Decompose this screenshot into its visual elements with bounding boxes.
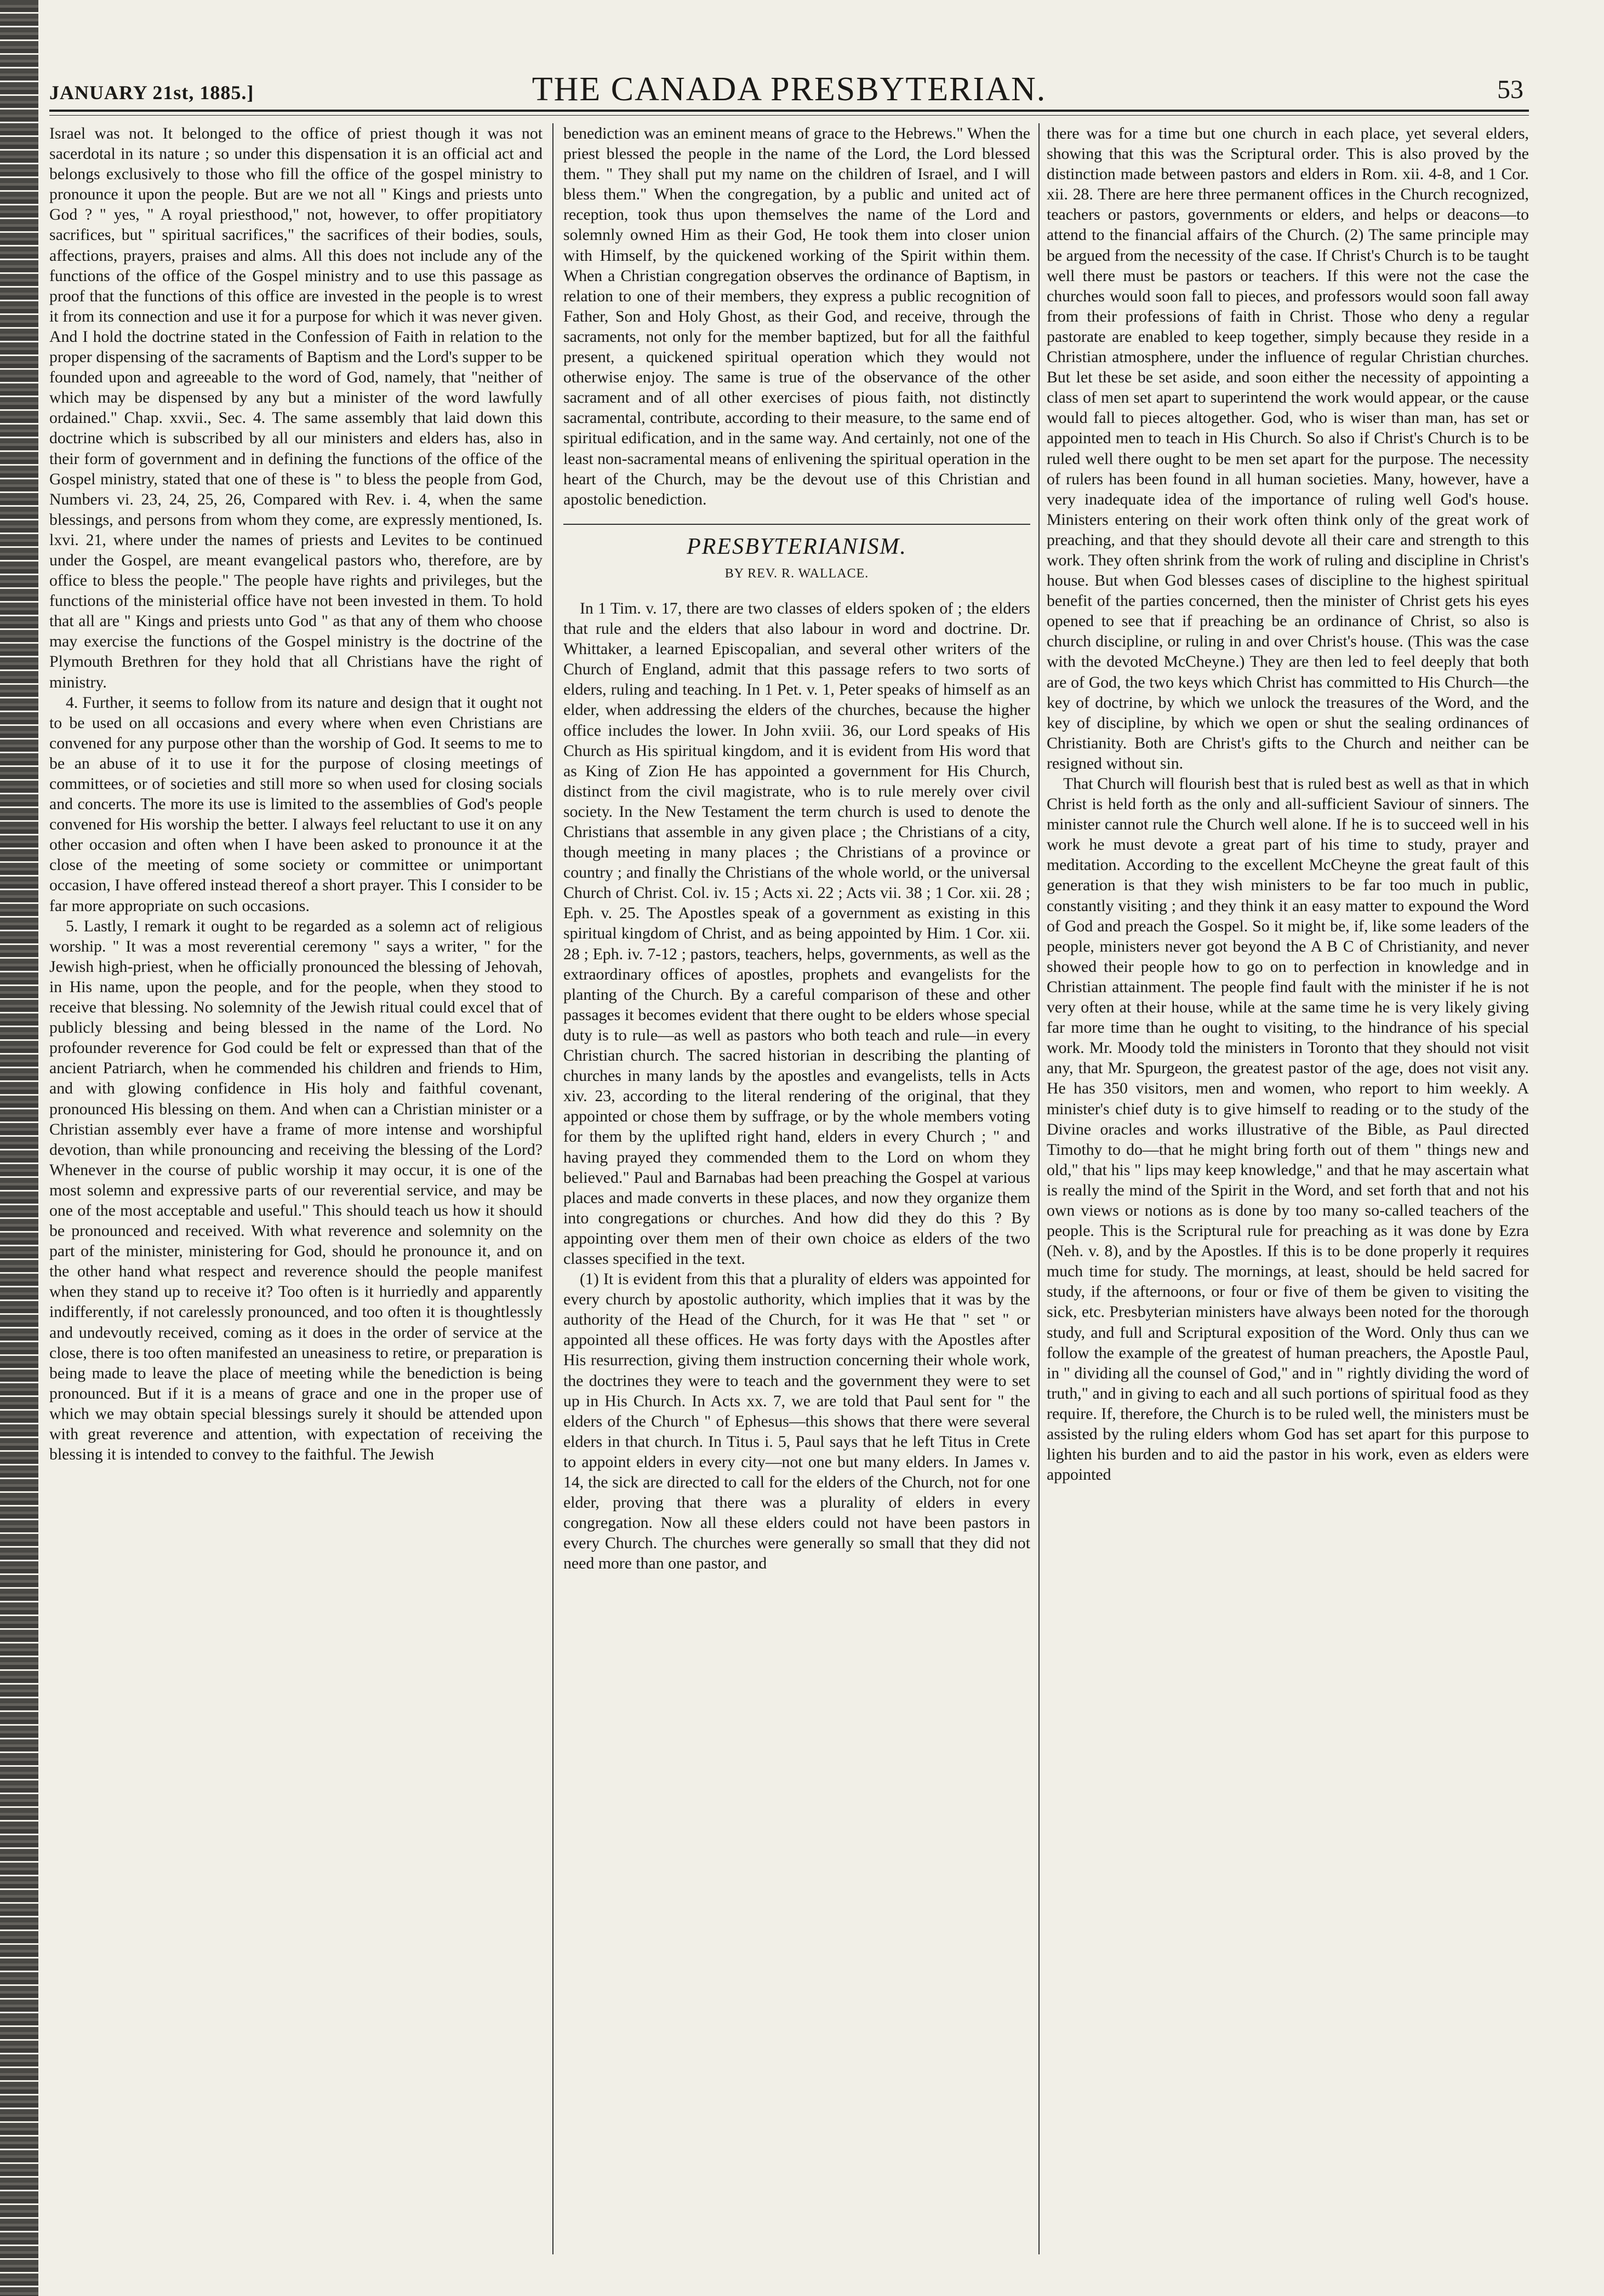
article-title: PRESBYTERIANISM. — [687, 534, 907, 559]
header-rule-thin — [49, 115, 1529, 116]
page-number: 53 — [1497, 75, 1523, 104]
article-separator — [563, 524, 1030, 525]
body-paragraph: Israel was not. It belonged to the office of priest though it was not sacerdotal in its nature ; so under this dispensation it is an official act and belongs exclusively to those who fill the office of the gospel ministry to pronounce it upon the people. But are we not all " Kings and priests unto God ? " yes, " A royal priesthood," not, however, to offer propitiatory sacrifices, but " spiritual sacrifices," the sacrifices of their bodies, souls, affections, prayers, praises and alms. All this does not include any of the functions of the office of the Gospel ministry and to use this passage as proof that the functions of this office are invested in the people is to wrest it from its connection and use it for a purpose for which it was never given. And I hold the doctrine stated in the Confession of Faith in relation to the proper dispensing of the sacraments of Baptism and the Lord's supper to be founded upon and agreeable to the word of God, namely, that "neither of which may be dispensed by any but a minister of the word lawfully ordained." Chap. xxvii., Sec. 4. The same assembly that laid down this doctrine which is subscribed by all our ministers and elders has, also in their form of government and in defining the functions of the office of the Gospel ministry, stated that one of these is " to bless the people from God, Numbers vi. 23, 24, 25, 26, Compared with Rev. i. 4, when the same blessings, and persons from whom they come, are expressly mentioned, Is. lxvi. 21, where under the names of priests and Levites to be continued under the Gospel, are meant evangelical pastors who, therefore, are by office to bless the people." The people have rights and privileges, but the functions of the ministerial office have not been invested in them. To hold that all are " Kings and priests unto God " as that any of them who choose may exercise the functions of the Gospel ministry is the doctrine of the Plymouth Brethren for they hold that all Christians have the right of ministry. — [49, 124, 543, 691]
column-divider — [552, 123, 553, 2254]
binding-edge — [0, 0, 38, 2296]
body-paragraph: 5. Lastly, I remark it ought to be regarded as a solemn act of religious worship. " It was a most reverential ceremony " says a writer, " for the Jewish high-priest, when he officially pronounced the blessing of Jehovah, in His name, upon the people, and for the people, when they stood to receive that blessing. No solemnity of the Jewish ritual could excel that of publicly blessing and being blessed in the name of the Lord. No profounder reverence for God could be felt or expressed than that of the ancient Patriarch, when he commended his children and friends to Him, and with glowing confidence in His holy and faithful covenant, pronounced His blessing on them. And when can a Christian minister or a Christian assembly ever have a frame of more intense and worshipful devotion, than while pronouncing and receiving the blessing of the Lord? Whenever in the course of public worship it may occur, it is one of the most solemn and expressive parts of our reverential service, and may be one of the most acceptable and useful." This should teach us how it should be pronounced and received. With what reverence and solemnity on the part of the minister, ministering for God, should he pronounce it, and on the other hand what respect and reverence should the people manifest when they stand up to receive it? Too often is it hurriedly and apparently indifferently, if not carelessly pronounced, and too often it is thoughtlessly and undevoutly received, coming as it does in the order of service at the close, there is too often manifested an uneasiness to retire, or preparation is being made to leave the place of meeting while the benediction is being pronounced. But if it is a means of grace and one in the proper use of which we may obtain special blessings surely it should be attended upon with great reverence and attention, with expectation of receiving the blessing it is intended to convey to the faithful. The Jewish — [49, 917, 543, 1464]
page-header — [49, 70, 1529, 108]
column-1 — [49, 123, 543, 2254]
column-3 — [1047, 123, 1529, 2254]
header-rule — [49, 110, 1529, 112]
column-divider — [1038, 123, 1040, 2254]
column-2 — [563, 123, 1030, 2254]
body-paragraph: 4. Further, it seems to follow from its nature and design that it ought not to be used on all occasions and every where when even Christians are convened for any purpose other than the worship of God. It seems to me to be an abuse of it to use it for the purpose of closing meetings of committees, or of societies and still more so when used for closing socials and concerts. The more its use is limited to the assemblies of God's people convened for His worship the better. I always feel reluctant to use it on any other occasion and often when I have been asked to pronounce it at the close of the meeting of some society or committee or unimportant occasion, I have offered instead thereof a short prayer. This I consider to be far more appropriate on such occasions. — [49, 693, 543, 915]
article-byline: BY REV. R. WALLACE. — [724, 566, 869, 581]
body-paragraph: In 1 Tim. v. 17, there are two classes of elders spoken of ; the elders that rule and the elders that also labour in word and doctrine. Dr. Whittaker, a learned Episcopalian, and several other writers of the Church of England, admit that this passage refers to two sorts of elders, ruling and teaching. In 1 Pet. v. 1, Peter speaks of himself as an elder, when addressing the elders of the churches, because the higher office includes the lower. In John xviii. 36, our Lord speaks of His Church as His spiritual kingdom, and it is evident from His word that as King of Zion He has appointed a government for His Church, distinct from the civil magistrate, who is to rule merely over civil society. In the New Testament the term church is used to denote the Christians that assemble in any given place ; the Christians of a city, though meeting in many places ; the Christians of a province or country ; and finally the Christians of the whole world, or the universal Church of Christ. Col. iv. 15 ; Acts xi. 22 ; Acts vii. 38 ; 1 Cor. xii. 28 ; Eph. v. 25. The Apostles speak of a government as existing in this spiritual kingdom of Christ, and as being appointed by Him. 1 Cor. xii. 28 ; Eph. iv. 7-12 ; pastors, teachers, helps, governments, as well as the extraordinary offices of apostles, prophets and evangelists for the planting of the Church. By a careful comparison of these and other passages it becomes evident that there ought to be elders whose special duty is to rule—as well as pastors who both teach and rule—in every Christian church. The sacred historian in describing the planting of churches in many lands by the apostles and evangelists, tells in Acts xiv. 23, according to the literal rendering of the original, that they appointed or chose them by suffrage, or by the whole members voting for them by the uplifted right hand, elders in every Church ; " and having prayed they commended them to the Lord on whom they believed." Paul and Barnabas had been preaching the Gospel at various places and made converts in these places, and now they organize them into congregations or churches. And how did they do this ? By appointing over them men of their own choice as elders of the two classes specified in the text. — [563, 599, 1030, 1268]
body-paragraph: (1) It is evident from this that a plurality of elders was appointed for every church by apostolic authority, which implies that it was by the authority of the Head of the Church, for it was He that " set " or appointed all these offices. He was forty days with the Apostles after His resurrection, giving them instruction concerning their whole work, the doctrines they were to teach and the government they were to set up in His Church. In Acts xx. 7, we are told that Paul sent for " the elders of the Church " of Ephesus—this shows that there were several elders in that church. In Titus i. 5, Paul says that he left Titus in Crete to appoint elders in every city—not one but many elders. In James v. 14, the sick are directed to call for the elders of the Church, not for one elder, proving that there was a plurality of elders in every congregation. Now all these elders could not have been pastors in every Church. The churches were generally so small that they did not need more than one pastor, and — [563, 1270, 1030, 1573]
body-paragraph: there was for a time but one church in each place, yet several elders, showing that this was the Scriptural order. This is also proved by the distinction made between pastors and elders in Rom. xii. 4-8, and 1 Cor. xii. 28. There are here three permanent offices in the Church recognized, teachers or pastors, governments or elders, and helps or deacons—to attend to the financial affairs of the Church. (2) The same principle may be argued from the necessity of the case. If Christ's Church is to be taught well there must be pastors or teachers. If this were not the case the churches would soon fall to pieces, and professors would soon fall away from their professions of faith in Christ. Those who deny a regular pastorate are enabled to keep together, simply because they reside in a Christian atmosphere, under the influence of regular Christian churches. But let these be set aside, and soon either the necessity of appointing a class of men set apart to superintend the work would appear, or the cause would fall to pieces altogether. God, who is wiser than man, has set or appointed men to teach in His Church. So also if Christ's Church is to be ruled well there ought to be men set apart for the purpose. The necessity of rulers has been found in all human societies. Many, however, have a very inadequate idea of the importance of ruling well God's house. Ministers entering on their work often think only of the great work of preaching, and that they should devote all their care and strength to this work. They often shrink from the work of ruling and discipline in Christ's house. But when God blesses cases of discipline to the highest spiritual benefit of the parties concerned, then the minister of Christ gets his eyes opened to see that if preaching be an ordinance of Christ, so also is church discipline, or ruling in and over Christ's house. (This was the case with the devoted McCheyne.) They are then led to feel deeply that both are of God, the two keys which Christ has committed to His Church—the key of doctrine, by which we unlock the treasures of the Word, and the key of discipline, by which we open or shut the sealing ordinances of Christianity. Both are Christ's gifts to the Church and neither can be resigned without sin. — [1047, 124, 1529, 772]
publication-title: THE CANADA PRESBYTERIAN. — [532, 71, 1047, 108]
body-paragraph: benediction was an eminent means of grace to the Hebrews." When the priest blessed the people in the name of the Lord, the Lord blessed them. " They shall put my name on the children of Israel, and I will bless them." When the congregation, by a public and united act of reception, took thus upon themselves the name of the Lord and solemnly owned Him as their God, He took them into closer union with Himself, by the quickened working of the Spirit within them. When a Christian congregation observes the ordinance of Baptism, in relation to one of their members, they express a public recognition of Father, Son and Holy Ghost, as their God, and receive, through the sacraments, not only for the member baptized, but for all the faithful present, a quickened spiritual operation which they would not otherwise enjoy. The same is true of the observance of the other sacrament and of all other exercises of pious faith, not distinctly sacramental, contribute, according to their measure, to the same end of spiritual edification, and in the same way. And certainly, not one of the least non-sacramental means of enlivening the spiritual operation in the heart of the Church, may be the devout use of this Christian and apostolic benediction. — [563, 124, 1030, 508]
body-paragraph: That Church will flourish best that is ruled best as well as that in which Christ is held forth as the only and all-sufficient Saviour of sinners. The minister cannot rule the Church well alone. If he is to succeed well in his work he must devote a great part of his time to study, prayer and meditation. According to the excellent McCheyne the great fault of this generation is that they wish ministers to be far too much in public, constantly visiting ; and they think it an easy matter to expound the Word of God and preach the Gospel. So it might be, if, like some leaders of the people, ministers never got beyond the A B C of Christianity, and never showed their people how to go on to perfection in knowledge and in Christian attainment. The people find fault with the minister if he is not very often at their house, while at the same time he is very likely giving far more time than he ought to visiting, to the hindrance of his special work. Mr. Moody told the ministers in Toronto that they should not visit any, that Mr. Spurgeon, the greatest pastor of the age, does not visit any. He has 350 visitors, men and women, who report to him weekly. A minister's chief duty is to give himself to reading or to the study of the Divine oracles and works illustrative of the Bible, as Paul directed Timothy to do—that he might bring forth out of them " things new and old," that his " lips may keep knowledge," and that he may ascertain what is really the mind of the Spirit in the Word, and set forth that and not his own views or notions as is done by too many so-called teachers of the people. This is the Scriptural rule for preaching as it was done by Ezra (Neh. v. 8), and by the Apostles. If this is to be done properly it requires much time for study. The mornings, at least, should be held sacred for study, if the afternoons, or four or five of them be given to visiting the sick, etc. Presbyterian ministers have always been noted for the thorough study, and full and Scriptural exposition of the Word. Only thus can we follow the example of the greatest of human preachers, the Apostle Paul, in " dividing all the counsel of God," and in " rightly dividing the word of truth," and in giving to each and all such portions of spiritual food as they require. If, therefore, the Church is to be ruled well, the ministers must be assisted by the ruling elders whom God has set apart for this purpose to lighten his burden and to aid the pastor in his work, even as elders were appointed — [1047, 775, 1529, 1484]
issue-date: JANUARY 21st, 1885.] — [49, 82, 254, 104]
